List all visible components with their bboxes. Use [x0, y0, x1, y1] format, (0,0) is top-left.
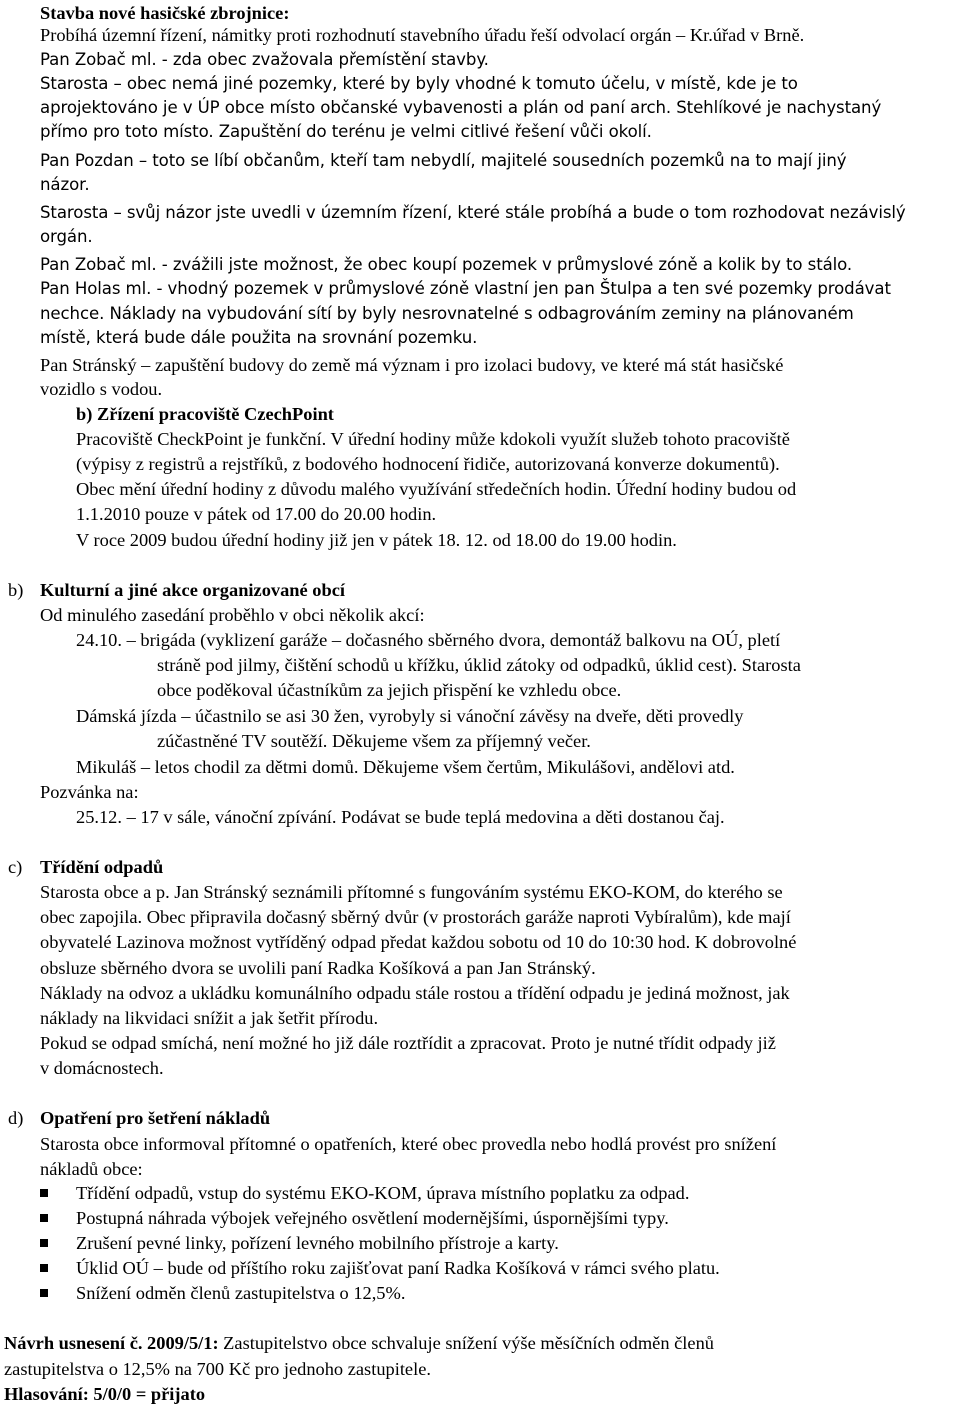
- paragraph-line: Starosta – svůj názor jste uvedli v územním řízení, které stále probíhá a bude o tom rozhodovat nezávislý: [40, 203, 906, 222]
- event-line: zúčastněné TV soutěží. Děkujeme všem za příjemný večer.: [157, 731, 591, 751]
- resolution-text: Zastupitelstvo obce schvaluje snížení výše měsíčních odměn členů: [218, 1333, 714, 1353]
- czechpoint-heading: b) Zřízení pracoviště CzechPoint: [76, 404, 334, 424]
- paragraph-line: Pan Stránský – zapuštění budovy do země má význam i pro izolaci budovy, ve které má stát hasičské: [40, 355, 784, 375]
- paragraph-line: obsluze sběrného dvora se uvolili paní Radka Košíková a pan Jan Stránský.: [40, 958, 596, 978]
- event-line: Mikuláš – letos chodil za dětmi domů. Děkujeme všem čertům, Mikulášovi, andělovi atd.: [76, 757, 735, 777]
- paragraph-line: Pokud se odpad smíchá, není možné ho již dále roztřídit a zpracovat. Proto je nutné třídit odpady již: [40, 1033, 776, 1053]
- square-bullet-icon: [40, 1214, 48, 1222]
- paragraph-line: Obec mění úřední hodiny z důvodu malého využívání středečních hodin. Úřední hodiny budou od: [76, 479, 797, 499]
- paragraph-line: Pan Zobač ml. - zvážili jste možnost, že obec koupí pozemek v průmyslové zóně a kolik by to stálo.: [40, 255, 853, 274]
- square-bullet-icon: [40, 1239, 48, 1247]
- waste-sorting-heading: Třídění odpadů: [40, 857, 164, 877]
- section-label: c): [8, 857, 23, 877]
- square-bullet-icon: [40, 1289, 48, 1297]
- paragraph-line: nechce. Náklady na vybudování sítí by byly nesrovnatelné s odbagrováním zeminy na plánovaném: [40, 304, 854, 323]
- fire-station-heading: Stavba nové hasičské zbrojnice:: [40, 3, 290, 23]
- section-label: b): [8, 580, 24, 600]
- resolution-label: Návrh usnesení č. 2009/5/1:: [4, 1333, 219, 1353]
- paragraph-line: obyvatelé Lazinova možnost vytříděný odpad předat každou sobotu od 10 do 10:30 hod. K dobrovolné: [40, 932, 797, 952]
- event-line: 24.10. – brigáda (vyklizení garáže – dočasného sběrného dvora, demontáž balkovu na OÚ, pletí: [76, 630, 781, 650]
- paragraph-line: vozidlo s vodou.: [40, 379, 163, 399]
- list-item: Úklid OÚ – bude od příštího roku zajišťovat paní Radka Košíková v rámci svého platu.: [76, 1258, 720, 1278]
- event-line: Pozvánka na:: [40, 782, 139, 802]
- paragraph-line: Pracoviště CheckPoint je funkční. V úřední hodiny může kdokoli využít služeb tohoto pracoviště: [76, 429, 790, 449]
- list-item: Postupná náhrada výbojek veřejného osvětlení modernějšími, úspornějšími typy.: [76, 1208, 669, 1228]
- square-bullet-icon: [40, 1189, 48, 1197]
- paragraph-line: Starosta obce informoval přítomné o opatřeních, které obec provedla nebo hodlá provést pro snížení: [40, 1134, 777, 1154]
- event-line: obce poděkoval účastníkům za jejich přispění ke vzhledu obce.: [157, 680, 622, 700]
- list-item: Třídění odpadů, vstup do systému EKO-KOM, úprava místního poplatku za odpad.: [76, 1183, 690, 1203]
- paragraph-line: obec zapojila. Obec připravila dočasný sběrný dvůr (v prostorách garáže naproti Vybíralům), kde mají: [40, 907, 791, 927]
- paragraph-line: Od minulého zasedání proběhlo v obci několik akcí:: [40, 605, 425, 625]
- section-label: d): [8, 1108, 24, 1128]
- event-line: stráně pod jilmy, čištění schodů u křížku, úklid zátoky od odpadků, úklid cest). Starosta: [157, 655, 801, 675]
- vote-result: Hlasování: 5/0/0 = přijato: [4, 1384, 206, 1404]
- paragraph-line: orgán.: [40, 227, 93, 246]
- paragraph-line: Starosta obce a p. Jan Stránský seznámili přítomné s fungováním systému EKO-KOM, do kterého se: [40, 882, 783, 902]
- event-line: 25.12. – 17 v sále, vánoční zpívání. Podávat se bude teplá medovina a děti dostanou čaj.: [76, 807, 725, 827]
- paragraph-line: V roce 2009 budou úřední hodiny již jen v pátek 18. 12. od 18.00 do 19.00 hodin.: [76, 530, 677, 550]
- list-item: Zrušení pevné linky, pořízení levného mobilního přístroje a karty.: [76, 1233, 559, 1253]
- paragraph-line: náklady na likvidaci snížit a jak šetřit přírodu.: [40, 1008, 379, 1028]
- event-line: Dámská jízda – účastnilo se asi 30 žen, vyrobyly si vánoční závěsy na dveře, děti provedly: [76, 706, 744, 726]
- paragraph-line: nákladů obce:: [40, 1159, 143, 1179]
- paragraph-line: aprojektováno je v ÚP obce místo občanské vybavenosti a plán od paní arch. Stehlíkové je nachystaný: [40, 98, 882, 117]
- paragraph-line: (výpisy z registrů a rejstříků, z bodového hodnocení řidiče, autorizovaná konverze dokumentů).: [76, 454, 780, 474]
- paragraph-line: Pan Holas ml. - vhodný pozemek v průmyslové zóně vlastní jen pan Štulpa a ten své pozemky prodávat: [40, 279, 891, 298]
- paragraph-line: místě, která bude dále použita na srovnání pozemku.: [40, 328, 478, 347]
- paragraph-line: 1.1.2010 pouze v pátek od 17.00 do 20.00 hodin.: [76, 504, 437, 524]
- paragraph-line: přímo pro toto místo. Zapuštění do terénu je velmi citlivé řešení vůči okolí.: [40, 122, 652, 141]
- paragraph-line: názor.: [40, 175, 90, 194]
- paragraph-line: Náklady na odvoz a ukládku komunálního odpadu stále rostou a třídění odpadu je jediná možnost, jak: [40, 983, 790, 1003]
- cost-savings-heading: Opatření pro šetření nákladů: [40, 1108, 271, 1128]
- square-bullet-icon: [40, 1264, 48, 1272]
- paragraph-line: v domácnostech.: [40, 1058, 164, 1078]
- paragraph-line: Pan Zobač ml. - zda obec zvažovala přemístění stavby.: [40, 50, 489, 69]
- list-item: Snížení odměn členů zastupitelstva o 12,5%.: [76, 1283, 406, 1303]
- cultural-events-heading: Kulturní a jiné akce organizované obcí: [40, 580, 345, 600]
- paragraph-line: Starosta – obec nemá jiné pozemky, které by byly vhodné k tomuto účelu, v místě, kde je to: [40, 74, 798, 93]
- resolution-text-line: zastupitelstva o 12,5% na 700 Kč pro jednoho zastupitele.: [4, 1359, 431, 1379]
- resolution-line: [4, 1332, 714, 1355]
- paragraph-line: Probíhá územní řízení, námitky proti rozhodnutí stavebního úřadu řeší odvolací orgán – Kr.úřad v Brně.: [40, 25, 805, 45]
- paragraph-line: Pan Pozdan – toto se líbí občanům, kteří tam nebydlí, majitelé sousedních pozemků na to mají jiný: [40, 151, 847, 170]
